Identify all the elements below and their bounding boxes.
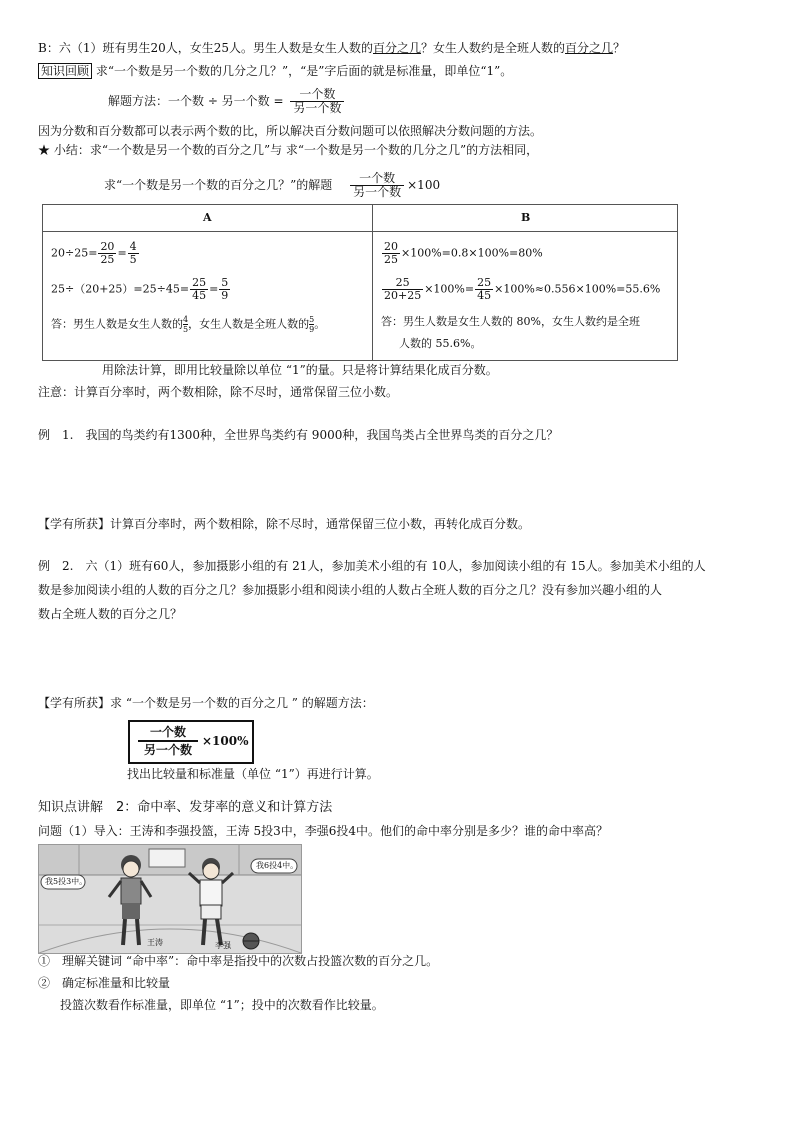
fraction-denominator: 另一个数 xyxy=(353,185,402,199)
b-row2-frac2 xyxy=(475,277,493,302)
d: 45 xyxy=(477,289,492,302)
n: 25 xyxy=(192,276,207,289)
speech-bubble-left: 我5投3中。 xyxy=(45,877,88,886)
problem-b-text2: ？女生人数约是全班人数的 xyxy=(421,41,566,55)
method-line xyxy=(108,88,347,115)
d: 25 xyxy=(100,253,115,266)
question-1: 问题（1）导入：王涛和李强投篮，王涛 5投3中，李强6投4中。他们的命中率分别是多少？谁的命中率高？ xyxy=(38,824,608,838)
problem-b-line xyxy=(38,40,625,56)
a-row2-frac1 xyxy=(190,277,208,302)
d: 45 xyxy=(192,289,207,302)
example-2-line3: 数占全班人数的百分之几？ xyxy=(38,607,183,621)
example-1: 例 1. 我国的鸟类约有1300种，全世界鸟类约有 9000种，我国鸟类占全世界鸟类的百分之几？ xyxy=(38,428,559,442)
d: 5 xyxy=(129,253,137,266)
n: 4 xyxy=(183,315,189,324)
attention-note: 注意：计算百分率时，两个数相除，除不尽时，通常保留三位小数。 xyxy=(38,385,399,399)
a-answer-end: 。 xyxy=(314,317,326,331)
b-row2-rest: ×100%≈0.556×100%=55.6% xyxy=(494,282,661,296)
b-answer-line1: 答：男生人数是女生人数的 80%，女生人数约是全班 xyxy=(381,315,640,328)
example-2-line2: 数是参加阅读小组的人数的百分之几？参加摄影小组和阅读小组的人数占全班人数的百分之几？没有参加兴趣小组的人 xyxy=(38,583,663,597)
gain-note-1: 【学有所获】计算百分率时，两个数相除，除不尽时，通常保留三位小数，再转化成百分数。 xyxy=(38,517,531,531)
formula-label: 求“一个数是另一个数的百分之几？”的解题 xyxy=(104,178,333,192)
b-row1-frac xyxy=(382,241,400,266)
d: 9 xyxy=(309,325,315,334)
n: 5 xyxy=(221,276,229,289)
b-row2-mid: ×100%= xyxy=(424,282,475,296)
a-row1-frac1 xyxy=(98,241,116,266)
basketball-illustration xyxy=(38,844,302,954)
method-label: 解题方法：一个数 ÷ 另一个数 = xyxy=(108,94,284,108)
formula-fraction xyxy=(350,172,404,199)
a-row1-frac2 xyxy=(128,241,139,266)
table-header-b: B xyxy=(521,211,531,224)
a-row2 xyxy=(51,277,231,302)
b-row2 xyxy=(381,277,660,302)
underlined-keyword: 百分之几 xyxy=(373,41,422,55)
d: 9 xyxy=(221,289,229,302)
comparison-table xyxy=(42,204,678,361)
n: 4 xyxy=(129,240,137,253)
d: 20+25 xyxy=(384,289,422,302)
underlined-keyword-2: 百分之几 xyxy=(565,41,614,55)
division-note: 用除法计算，即用比较量除以单位 “1”的量。只是将计算结果化成百分数。 xyxy=(102,363,498,377)
boxed-denominator: 另一个数 xyxy=(143,743,192,757)
summary-line: ★ 小结：求“一个数是另一个数的百分之几”与 求“一个数是另一个数的几分之几”的方法相同， xyxy=(38,143,539,157)
a-row1 xyxy=(51,241,140,266)
eq: = xyxy=(209,282,219,296)
boxed-numerator: 一个数 xyxy=(138,724,198,742)
fraction-denominator: 另一个数 xyxy=(293,101,342,115)
step-2: ② 确定标准量和比较量 xyxy=(38,976,171,990)
section-2-title: 知识点讲解 2：命中率、发芽率的意义和计算方法 xyxy=(38,800,333,815)
problem-b-end: ？ xyxy=(613,41,626,55)
boxed-suffix: ×100% xyxy=(202,734,249,748)
b-row1 xyxy=(381,241,543,266)
step-2-detail: 投篮次数看作标准量，即单位 “1”；投中的次数看作比较量。 xyxy=(60,998,384,1012)
fraction-numerator: 一个数 xyxy=(290,88,344,102)
paragraph-fraction-percent: 因为分数和百分数都可以表示两个数的比，所以解决百分数问题可以依照解决分数问题的方法。 xyxy=(38,124,543,138)
a-answer-text1: 答：男生人数是女生人数的 xyxy=(51,317,183,331)
knowledge-review-line xyxy=(38,63,512,79)
n: 20 xyxy=(384,240,398,253)
d: 25 xyxy=(384,253,398,266)
method-fraction xyxy=(290,88,344,115)
fraction-numerator: 一个数 xyxy=(350,172,404,186)
n: 5 xyxy=(309,315,315,324)
formula-line xyxy=(104,172,440,199)
a-answer-text2: ，女生人数是全班人数的 xyxy=(188,317,310,331)
d: 5 xyxy=(183,325,189,334)
problem-b-text: B：六（1）班有男生20人，女生25人。男生人数是女生人数的 xyxy=(38,41,373,55)
a-row2-lhs: 25÷（20+25）=25÷45= xyxy=(51,282,190,296)
n: 20 xyxy=(100,240,115,253)
n: 25 xyxy=(477,276,492,289)
name-label-right: 李强 xyxy=(215,941,231,950)
knowledge-review-tag: 知识回顾 xyxy=(38,63,92,79)
a-row2-frac2 xyxy=(219,277,230,302)
a-answer xyxy=(51,315,325,334)
find-note: 找出比较量和标准量（单位 “1”）再进行计算。 xyxy=(127,767,379,781)
speech-bubble-right: 我6投4中。 xyxy=(256,861,299,870)
eq: = xyxy=(117,246,127,260)
example-2-line1: 例 2. 六（1）班有60人，参加摄影小组的有 21人，参加美术小组的有 10人，参加阅读小组的有 15人。参加美术小组的人 xyxy=(38,559,706,573)
table-header-line xyxy=(43,231,677,232)
a-row1-lhs: 20÷25= xyxy=(51,246,98,260)
table-header-a: A xyxy=(203,211,212,224)
n: 25 xyxy=(382,277,423,290)
boxed-formula xyxy=(128,720,254,764)
gain-note-2: 【学有所获】求 “一个数是另一个数的百分之几 ” 的解题方法： xyxy=(38,696,374,710)
b-row2-frac1 xyxy=(382,277,423,302)
name-label-left: 王涛 xyxy=(147,938,163,947)
formula-suffix: ×100 xyxy=(407,178,441,192)
b-row1-rest: ×100%=0.8×100%=80% xyxy=(401,246,543,260)
knowledge-review-text: 求“一个数是另一个数的几分之几？”，“是”字后面的就是标准量，即单位“1”。 xyxy=(95,64,513,78)
step-1: ① 理解关键词 “命中率”：命中率是指投中的次数占投篮次数的百分之几。 xyxy=(38,954,439,968)
table-divider xyxy=(372,205,373,360)
b-answer-line2: 人数的 55.6%。 xyxy=(399,337,482,350)
